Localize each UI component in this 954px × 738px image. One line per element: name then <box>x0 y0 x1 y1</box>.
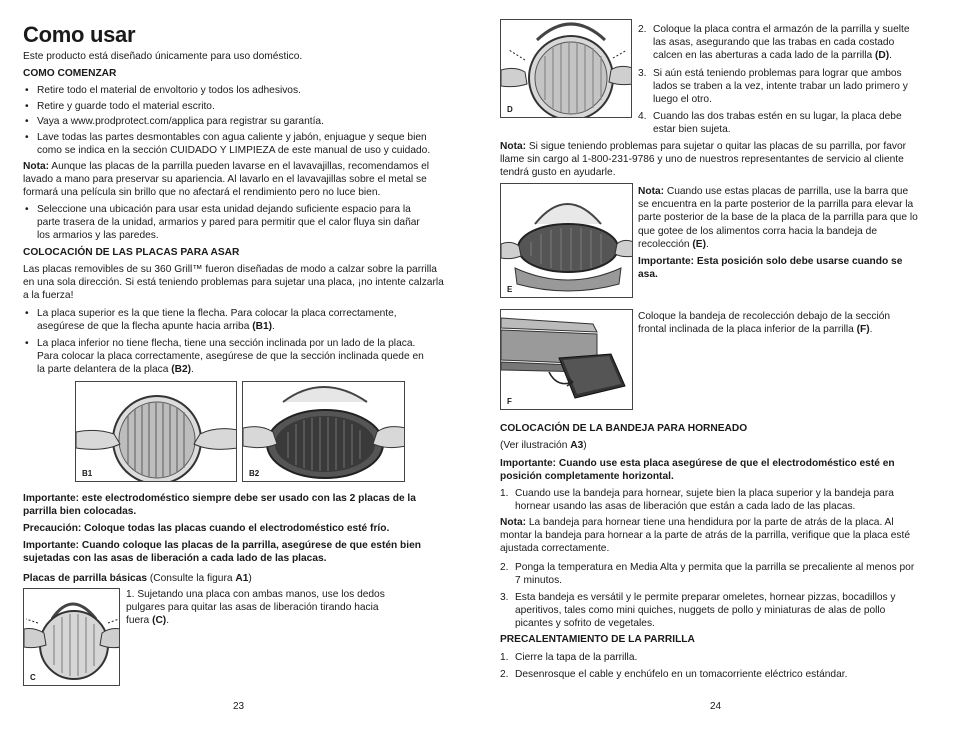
note-paragraph: Nota: La bandeja para hornear tiene una hendidura por la parte de atrás de la placa. Al montar la bandeja para hornear a la parte de atrás de la parrilla, verifique que la placa esté ajustada correctamente. <box>500 517 911 555</box>
figure-label: E <box>507 285 513 294</box>
figure-f <box>500 309 633 410</box>
step-3: 3. Si aún está teniendo problemas para lograr que ambos lados se traben a la vez, intente trabar un lado primero y luego el otro. <box>638 68 908 106</box>
list-item: • Seleccione una ubicación para usar esta unidad dejando suficiente espacio para la parte trasera de la unidad, armarios y pared para permitir que el calor fluya sin dañar los armarios y las paredes. <box>23 203 433 243</box>
section-heading-start: COMO COMENZAR <box>23 68 117 79</box>
list-item: • Lave todas las partes desmontables con agua caliente y jabón, enjuague y seque bien como se indica en la sección CUIDADO Y LIMPIEZA de este manual de uso y cuidado. <box>23 131 433 157</box>
list-item: • Vaya a www.prodprotect.com/applica para registrar su garantía. <box>23 115 433 128</box>
caution-note: Precaución: Coloque todas las placas cuando el electrodoméstico esté frío. <box>23 523 390 534</box>
figure-label: C <box>30 673 36 682</box>
figure-b1 <box>75 381 237 482</box>
note-paragraph: Nota: Cuando use estas placas de parrilla, use la barra que se encuentra en la parte posterior de la parrilla para elevar la parte posterior de la base de la placa de la parrilla para que lo que gotee de los alimentos corra hacia la bandeja de recolección (E). <box>638 186 918 250</box>
intro-text: Este producto está diseñado únicamente para uso doméstico. <box>23 51 303 62</box>
figure-label: B2 <box>249 469 260 478</box>
list-item: • Retire todo el material de envoltorio y todos los adhesivos. <box>23 84 433 97</box>
figure-b2 <box>242 381 405 482</box>
grill-plate-illustration <box>24 589 120 686</box>
list-item: • La placa superior es la que tiene la flecha. Para colocar la placa correctamente, asegúrese de que la flecha apunte hacia arriba (B1). <box>23 307 433 333</box>
bake-see: (Ver ilustración A3) <box>500 440 587 451</box>
page-title: Como usar <box>23 22 136 47</box>
section-heading-plates: COLOCACIÓN DE LAS PLACAS PARA ASAR <box>23 247 240 258</box>
figure-label: F <box>507 397 512 406</box>
important-note: Importante: Cuando use esta placa asegúrese de que el electrodoméstico esté en posición completamente horizontal. <box>500 458 895 483</box>
plates-intro: Las placas removibles de su 360 Grill™ fueron diseñadas de modo a calzar sobre la parrilla en una sola dirección. Si está teniendo problemas para sujetar una placa, ¡no intente calzarla a la fuerza! <box>23 264 444 302</box>
page-number: 24 <box>710 701 722 712</box>
grill-illustration <box>501 184 633 298</box>
step-1: 1. Sujetando una placa con ambas manos, use los dedos pulgares para quitar las asas de liberación tirando hacia fuera (C). <box>126 589 385 627</box>
figure-label: D <box>507 105 513 114</box>
important-note: Importante: Esta posición solo debe usarse cuando se asa. <box>638 256 903 281</box>
basic-plates-line: Placas de parrilla básicas (Consulte la figura A1) <box>23 573 252 584</box>
bake-step-1: 1. Cuando use la bandeja para hornear, sujete bien la placa superior y la bandeja para hornear usando las asas de liberación que están a cada lado de las placas. <box>500 488 894 513</box>
section-heading-bake: COLOCACIÓN DE LA BANDEJA PARA HORNEADO <box>500 423 748 434</box>
page-number: 23 <box>233 701 245 712</box>
note-paragraph: Nota: Aunque las placas de la parrilla pueden lavarse en el lavavajillas, recomendamos el lavado a mano para preservar su apariencia. Al lavarlo en el lavavajillas sobre el metal se formará una película sin brillo que no afectará el rendimiento pero no luce bien. <box>23 161 430 199</box>
drip-tray-illustration <box>501 310 633 410</box>
note-paragraph: Nota: Si sigue teniendo problemas para sujetar o quitar las placas de su parrilla, por favor llame sin cargo al 1-800-231-9786 y uno de nuestros representantes de servicio al cliente tendrá gusto en ayudarle. <box>500 141 907 179</box>
tray-text: Coloque la bandeja de recolección debajo de la sección frontal inclinada de la placa inferior de la parrilla (F). <box>638 311 891 336</box>
grill-plate-illustration <box>243 382 405 482</box>
important-note: Importante: este electrodoméstico siempre debe ser usado con las 2 placas de la parrilla bien colocadas. <box>23 493 416 518</box>
list-item: • Retire y guarde todo el material escrito. <box>23 100 433 113</box>
list-item: • La placa inferior no tiene flecha, tiene una sección inclinada por un lado de la placa. Para colocar la placa correctamente, asegúrese de que la sección inclinada quede en la parte delantera de la placa (B2). <box>23 337 433 377</box>
figure-e <box>500 183 633 298</box>
important-note: Importante: Cuando coloque las placas de la parrilla, asegúrese de que estén bien sujetadas con las asas de liberación a cada lado de las placas. <box>23 540 421 565</box>
figure-label: B1 <box>82 469 93 478</box>
figure-c <box>23 588 120 686</box>
grill-plate-illustration <box>501 20 632 118</box>
step-4: 4. Cuando las dos trabas estén en su lugar, la placa debe estar bien sujeta. <box>638 111 902 136</box>
step-2: 2. Coloque la placa contra el armazón de la parrilla y suelte las asas, asegurando que las trabas en cada costado calcen en las aberturas a cada lado de la parrilla (D). <box>638 24 910 62</box>
section-heading-preheat: PRECALENTAMIENTO DE LA PARRILLA <box>500 634 695 645</box>
grill-plate-illustration <box>76 382 237 482</box>
bake-step-3: 3. Esta bandeja es versátil y le permite preparar omeletes, hornear pizzas, bocadillos y aperitivos, tales como mini quiches, nuggets de pollo y miniaturas de alas de pollo picantes y sofrito de vegetales. <box>500 592 896 630</box>
preheat-step-2: 2. Desenrosque el cable y enchúfelo en un tomacorriente eléctrico estándar. <box>500 669 848 680</box>
figure-d <box>500 19 632 118</box>
preheat-step-1: 1. Cierre la tapa de la parrilla. <box>500 652 638 663</box>
bake-step-2: 2. Ponga la temperatura en Media Alta y permita que la parrilla se precaliente al menos por 7 minutos. <box>500 562 915 587</box>
